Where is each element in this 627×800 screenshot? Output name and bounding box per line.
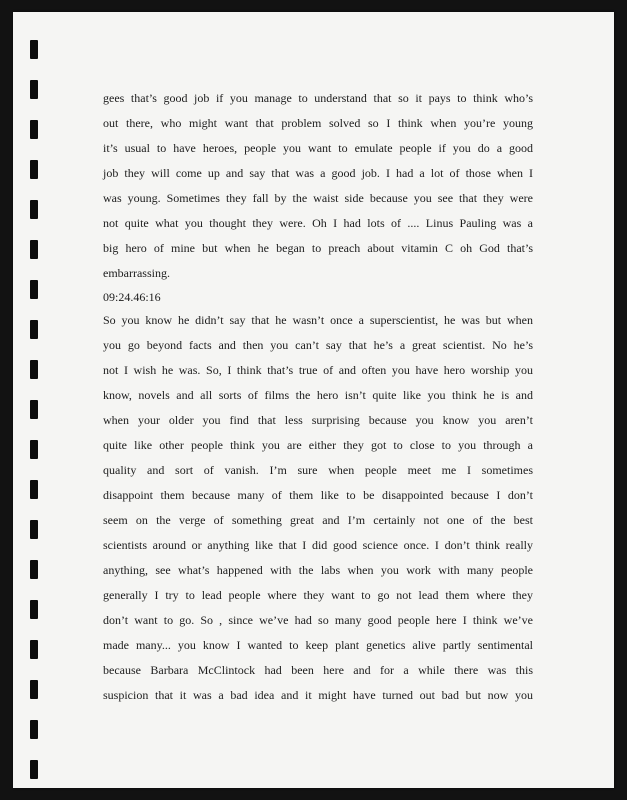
binder-hole	[30, 680, 38, 699]
paragraph-1	[103, 86, 533, 286]
binder-hole	[30, 600, 38, 619]
text-line: So you know he didn’t say that he wasn’t once a superscientist, he was but when	[103, 313, 533, 327]
binder-hole	[30, 400, 38, 419]
binder-hole	[30, 80, 38, 99]
paragraph-2	[103, 308, 533, 708]
text-line: seem on the verge of something great and I’m certainly not one of the best	[103, 513, 533, 527]
binder-hole	[30, 440, 38, 459]
text-line: made many... you know I wanted to keep plant genetics alive partly sentimental	[103, 638, 533, 652]
text-line: disappoint them because many of them like to be disappointed because I don’t	[103, 488, 533, 502]
binder-hole	[30, 160, 38, 179]
text-line: anything, see what’s happened with the labs when you work with many people	[103, 563, 533, 577]
text-line: out there, who might want that problem solved so I think when you’re young	[103, 116, 533, 130]
binder-hole	[30, 520, 38, 539]
text-line: not quite what you thought they were. Oh I had lots of .... Linus Pauling was a	[103, 216, 533, 230]
binder-hole	[30, 560, 38, 579]
binder-hole	[30, 240, 38, 259]
text-line: generally I try to lead people where they want to go not lead them where they	[103, 588, 533, 602]
text-line: know, novels and all sorts of films the hero isn’t quite like you think he is and	[103, 388, 533, 402]
transcript-text	[103, 86, 533, 708]
binder-hole	[30, 360, 38, 379]
text-line: big hero of mine but when he began to preach about vitamin C oh God that’s	[103, 241, 533, 255]
text-line: scientists around or anything like that I did good science once. I don’t think really	[103, 538, 533, 552]
binder-hole	[30, 200, 38, 219]
text-line: it’s usual to have heroes, people you want to emulate people if you do a good	[103, 141, 533, 155]
text-line: when your older you find that less surprising because you know you aren’t	[103, 413, 533, 427]
text-line: was young. Sometimes they fall by the waist side because you see that they were	[103, 191, 533, 205]
binder-hole	[30, 480, 38, 499]
paper-sheet	[13, 12, 614, 788]
binder-hole	[30, 760, 38, 779]
binder-hole	[30, 720, 38, 739]
text-line: because Barbara McClintock had been here and for a while there was this	[103, 663, 533, 677]
binder-hole	[30, 120, 38, 139]
binder-hole	[30, 640, 38, 659]
binder-hole	[30, 280, 38, 299]
binder-hole	[30, 40, 38, 59]
text-line: embarrassing.	[103, 266, 170, 280]
text-line: quality and sort of vanish. I’m sure when people meet me I sometimes	[103, 463, 533, 477]
timestamp: 09:24.46:16	[103, 290, 161, 304]
binder-hole	[30, 320, 38, 339]
text-line: don’t want to go. So , since we’ve had so many good people here I think we’ve	[103, 613, 533, 627]
text-line: quite like other people think you are either they got to close to you through a	[103, 438, 533, 452]
text-line: suspicion that it was a bad idea and it might have turned out bad but now you	[103, 688, 533, 702]
text-line: you go beyond facts and then you can’t say that he’s a great scientist. No he’s	[103, 338, 533, 352]
text-line: gees that’s good job if you manage to understand that so it pays to think who’s	[103, 91, 533, 105]
text-line: job they will come up and say that was a good job. I had a lot of those when I	[103, 166, 533, 180]
text-line: not I wish he was. So, I think that’s true of and often you have hero worship you	[103, 363, 533, 377]
